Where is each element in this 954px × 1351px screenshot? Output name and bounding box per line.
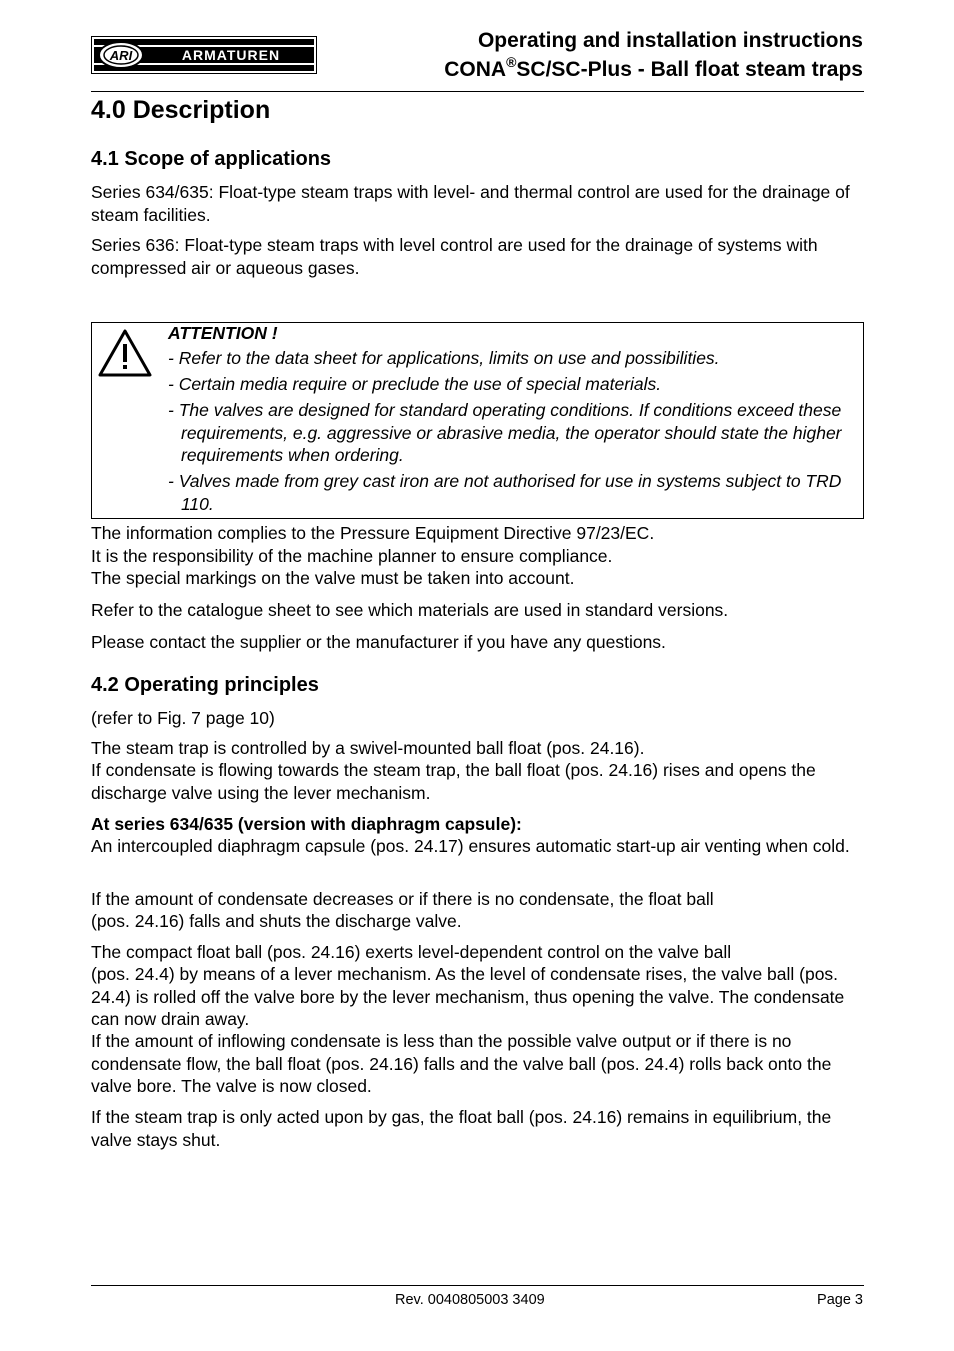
- principles-paragraph-1a: The steam trap is controlled by a swivel-mounted ball float (pos. 24.16).: [91, 738, 645, 758]
- principles-paragraph-4a: The compact float ball (pos. 24.16) exerts level-dependent control on the valve ball: [91, 942, 732, 962]
- attention-title: ATTENTION !: [168, 323, 278, 343]
- title-line-2: CONA®SC/SC-Plus - Ball float steam traps: [444, 54, 863, 81]
- title-line-1: Operating and installation instructions: [477, 29, 863, 52]
- header-rule: [91, 91, 864, 92]
- series-subheading: At series 634/635 (version with diaphragm capsule):: [91, 814, 522, 834]
- contact-paragraph: Please contact the supplier or the manufacturer if you have any questions.: [91, 632, 666, 652]
- document-title: [444, 26, 863, 84]
- principles-paragraph-3b: (pos. 24.16) falls and shuts the discharge valve.: [91, 911, 462, 931]
- principles-heading: 4.2 Operating principles: [91, 674, 319, 696]
- attention-item: - Certain media require or preclude the use of special materials.: [168, 374, 662, 394]
- svg-text:ARMATUREN: ARMATUREN: [181, 47, 281, 63]
- principles-paragraph-1b: If condensate is flowing towards the steam trap, the ball float (pos. 24.16) rises and opens the discharge valve using the lever mechanism.: [91, 760, 816, 803]
- scope-heading: 4.1 Scope of applications: [91, 148, 332, 170]
- catalogue-paragraph: Refer to the catalogue sheet to see which materials are used in standard versions.: [91, 600, 729, 620]
- principles-paragraph-3a: If the amount of condensate decreases or if there is no condensate, the float ball: [91, 889, 714, 909]
- attention-item: - Valves made from grey cast iron are not authorised for use in systems subject to TRD 110.: [168, 471, 842, 514]
- principles-paragraph-5: If the steam trap is only acted upon by gas, the float ball (pos. 24.16) remains in equilibrium, the valve stays shut.: [91, 1107, 832, 1150]
- compliance-line-2: It is the responsibility of the machine planner to ensure compliance.: [91, 546, 613, 566]
- svg-text:ARI: ARI: [109, 48, 133, 63]
- figure-reference: (refer to Fig. 7 page 10): [91, 708, 275, 728]
- compliance-line-1: The information complies to the Pressure Equipment Directive 97/23/EC.: [91, 523, 655, 543]
- page-number: Page 3: [817, 1292, 863, 1308]
- principles-paragraph-2: An intercoupled diaphragm capsule (pos. 24.17) ensures automatic start-up air venting when cold.: [91, 836, 850, 856]
- scope-paragraph-2: Series 636: Float-type steam traps with level control are used for the drainage of systems with compressed air or aqueous gases.: [91, 235, 818, 278]
- principles-paragraph-4c: If the amount of inflowing condensate is less than the possible valve output or if there is no condensate flow, the ball float (pos. 24.16) falls and the valve ball (pos. 24.4) rolls back onto the valve bore. The valve is now closed.: [91, 1031, 832, 1096]
- ari-armaturen-logo: [91, 36, 317, 74]
- footer-rule: [91, 1285, 864, 1286]
- warning-triangle-icon: [97, 328, 153, 378]
- attention-item: - The valves are designed for standard operating conditions. If conditions exceed these requirements, e.g. aggressive or abrasive media, the operator should state the higher requirements when ordering.: [168, 400, 842, 465]
- compliance-line-3: The special markings on the valve must be taken into account.: [91, 568, 575, 588]
- revision-number: Rev. 0040805003 3409: [395, 1292, 545, 1308]
- section-heading: 4.0 Description: [91, 96, 271, 124]
- attention-item: - Refer to the data sheet for applications, limits on use and possibilities.: [168, 348, 720, 368]
- principles-paragraph-4b: (pos. 24.4) by means of a lever mechanism. As the level of condensate rises, the valve ball (pos. 24.4) is rolled off the valve bore by the lever mechanism, thus opening the valve. The condensate can now drain away.: [91, 964, 845, 1029]
- scope-paragraph-1: Series 634/635: Float-type steam traps with level- and thermal control are used for the drainage of steam facilities.: [91, 182, 850, 225]
